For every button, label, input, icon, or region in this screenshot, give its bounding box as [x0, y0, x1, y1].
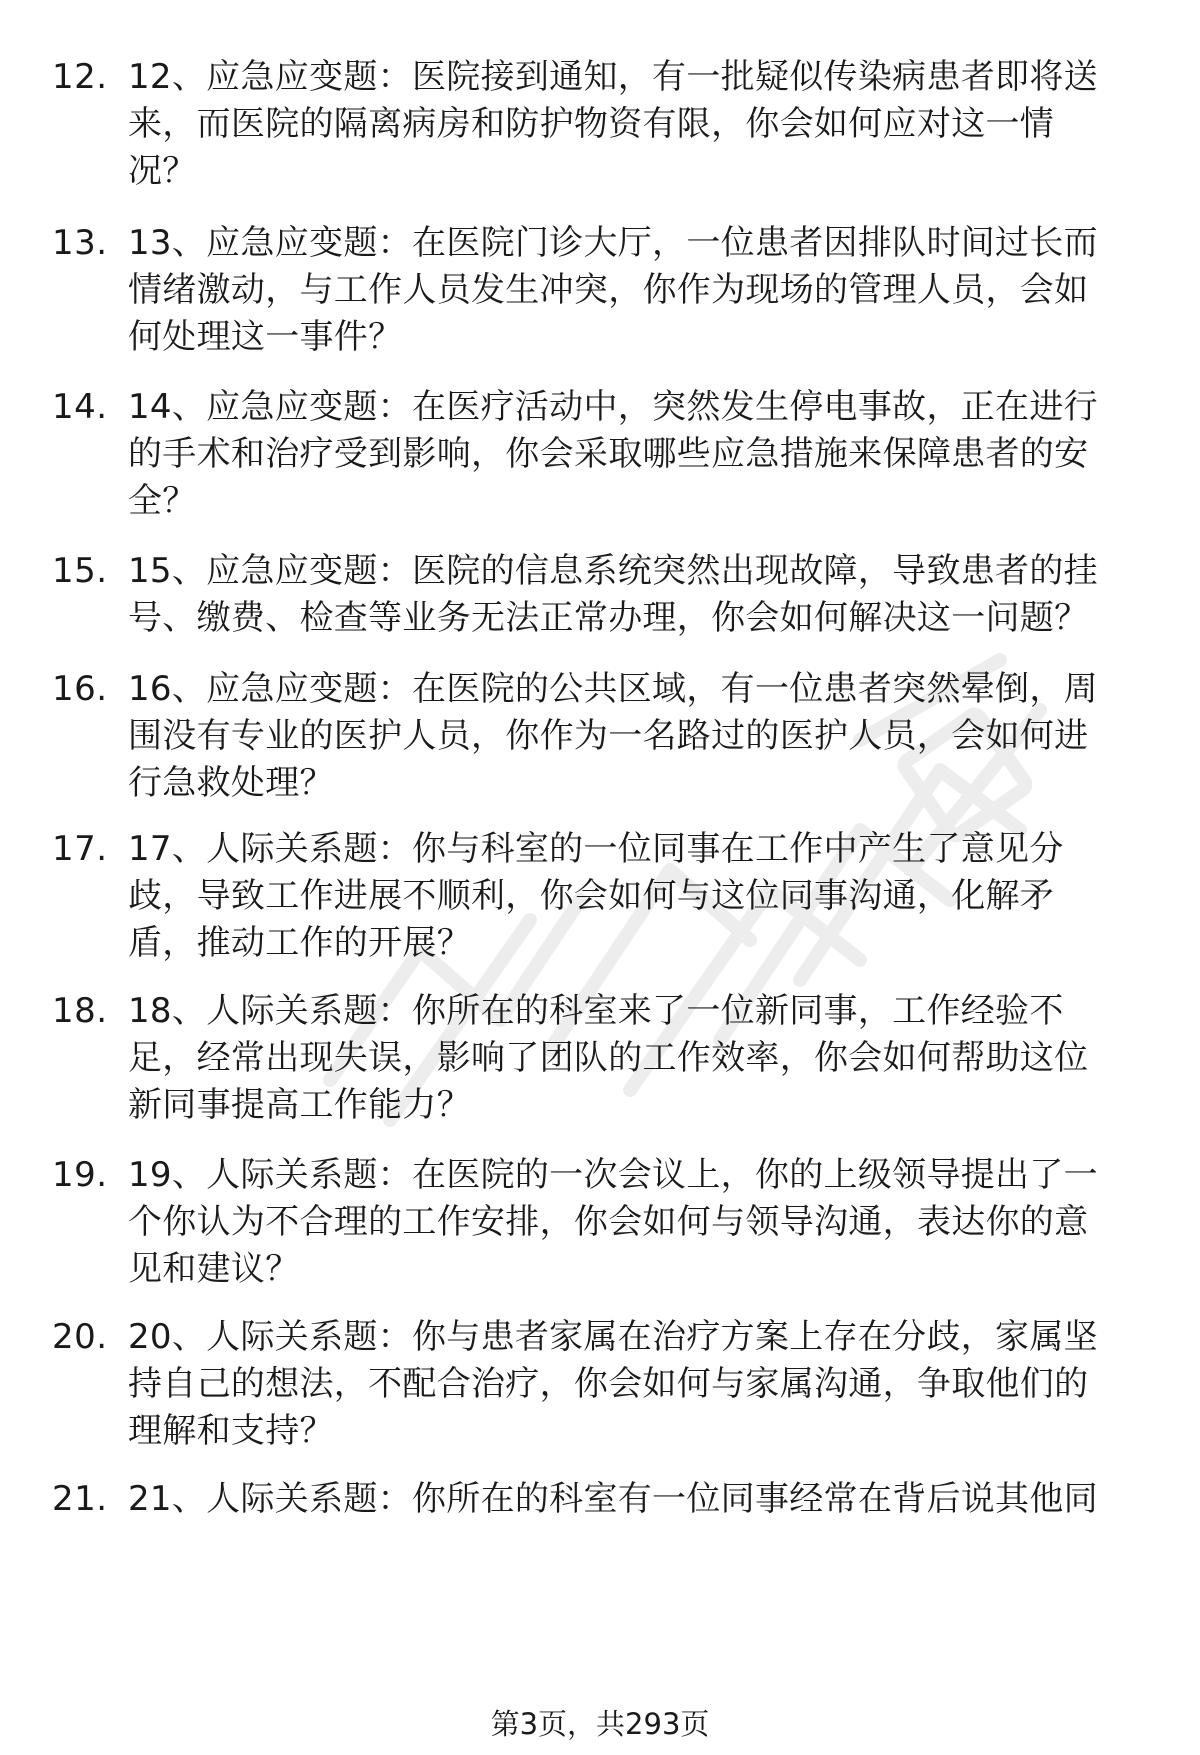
question-text-line: 个你认为不合理的工作安排，你会如何与领导沟通，表达你的意 — [128, 1202, 1089, 1242]
question-number: 12. — [52, 57, 108, 97]
question-number: 17. — [52, 829, 108, 869]
question-text-line: 12、应急应变题：医院接到通知，有一批疑似传染病患者即将送 — [128, 57, 1098, 97]
question-text-line: 16、应急应变题：在医院的公共区域，有一位患者突然晕倒，周 — [128, 669, 1098, 709]
question-text-line: 13、应急应变题：在医院门诊大厅，一位患者因排队时间过长而 — [128, 223, 1098, 263]
question-text-line: 围没有专业的医护人员，你作为一名路过的医护人员，会如何进 — [128, 716, 1089, 756]
question-text-line: 20、人际关系题：你与患者家属在治疗方案上存在分歧，家属坚 — [128, 1317, 1098, 1357]
question-text-line: 的手术和治疗受到影响，你会采取哪些应急措施来保障患者的安 — [128, 434, 1089, 474]
question-text-line: 号、缴费、检查等业务无法正常办理，你会如何解决这一问题？ — [128, 598, 1089, 638]
question-text-line: 14、应急应变题：在医疗活动中，突然发生停电事故，正在进行 — [128, 387, 1098, 427]
question-text-line: 盾，推动工作的开展？ — [128, 923, 471, 963]
question-number: 21. — [52, 1479, 108, 1519]
question-text-line: 15、应急应变题：医院的信息系统突然出现故障，导致患者的挂 — [128, 551, 1098, 591]
question-text-line: 何处理这一事件？ — [128, 317, 403, 357]
question-text-line: 足，经常出现失误，影响了团队的工作效率，你会如何帮助这位 — [128, 1038, 1089, 1078]
question-number: 16. — [52, 669, 108, 709]
question-number: 14. — [52, 387, 108, 427]
page-footer: 第3页，共293页 — [490, 1707, 710, 1741]
question-text-line: 持自己的想法，不配合治疗，你会如何与家属沟通，争取他们的 — [128, 1364, 1089, 1404]
question-text-line: 21、人际关系题：你所在的科室有一位同事经常在背后说其他同 — [128, 1479, 1098, 1519]
question-number: 18. — [52, 991, 108, 1031]
question-text-line: 况？ — [128, 151, 197, 191]
question-number: 13. — [52, 223, 108, 263]
question-text-line: 全？ — [128, 481, 197, 521]
question-number: 15. — [52, 551, 108, 591]
question-text-line: 19、人际关系题：在医院的一次会议上，你的上级领导提出了一 — [128, 1155, 1098, 1195]
question-text-line: 理解和支持？ — [128, 1411, 334, 1451]
question-text-line: 情绪激动，与工作人员发生冲突，你作为现场的管理人员，会如 — [128, 270, 1089, 310]
question-text-line: 歧，导致工作进展不顺利，你会如何与这位同事沟通，化解矛 — [128, 876, 1055, 916]
question-text-line: 新同事提高工作能力？ — [128, 1085, 471, 1125]
question-text-line: 见和建议？ — [128, 1249, 300, 1289]
question-text-line: 来，而医院的隔离病房和防护物资有限，你会如何应对这一情 — [128, 104, 1055, 144]
question-text-line: 17、人际关系题：你与科室的一位同事在工作中产生了意见分 — [128, 829, 1064, 869]
question-number: 19. — [52, 1155, 108, 1195]
question-text-line: 行急救处理？ — [128, 763, 334, 803]
question-text-line: 18、人际关系题：你所在的科室来了一位新同事，工作经验不 — [128, 991, 1064, 1031]
question-number: 20. — [52, 1317, 108, 1357]
